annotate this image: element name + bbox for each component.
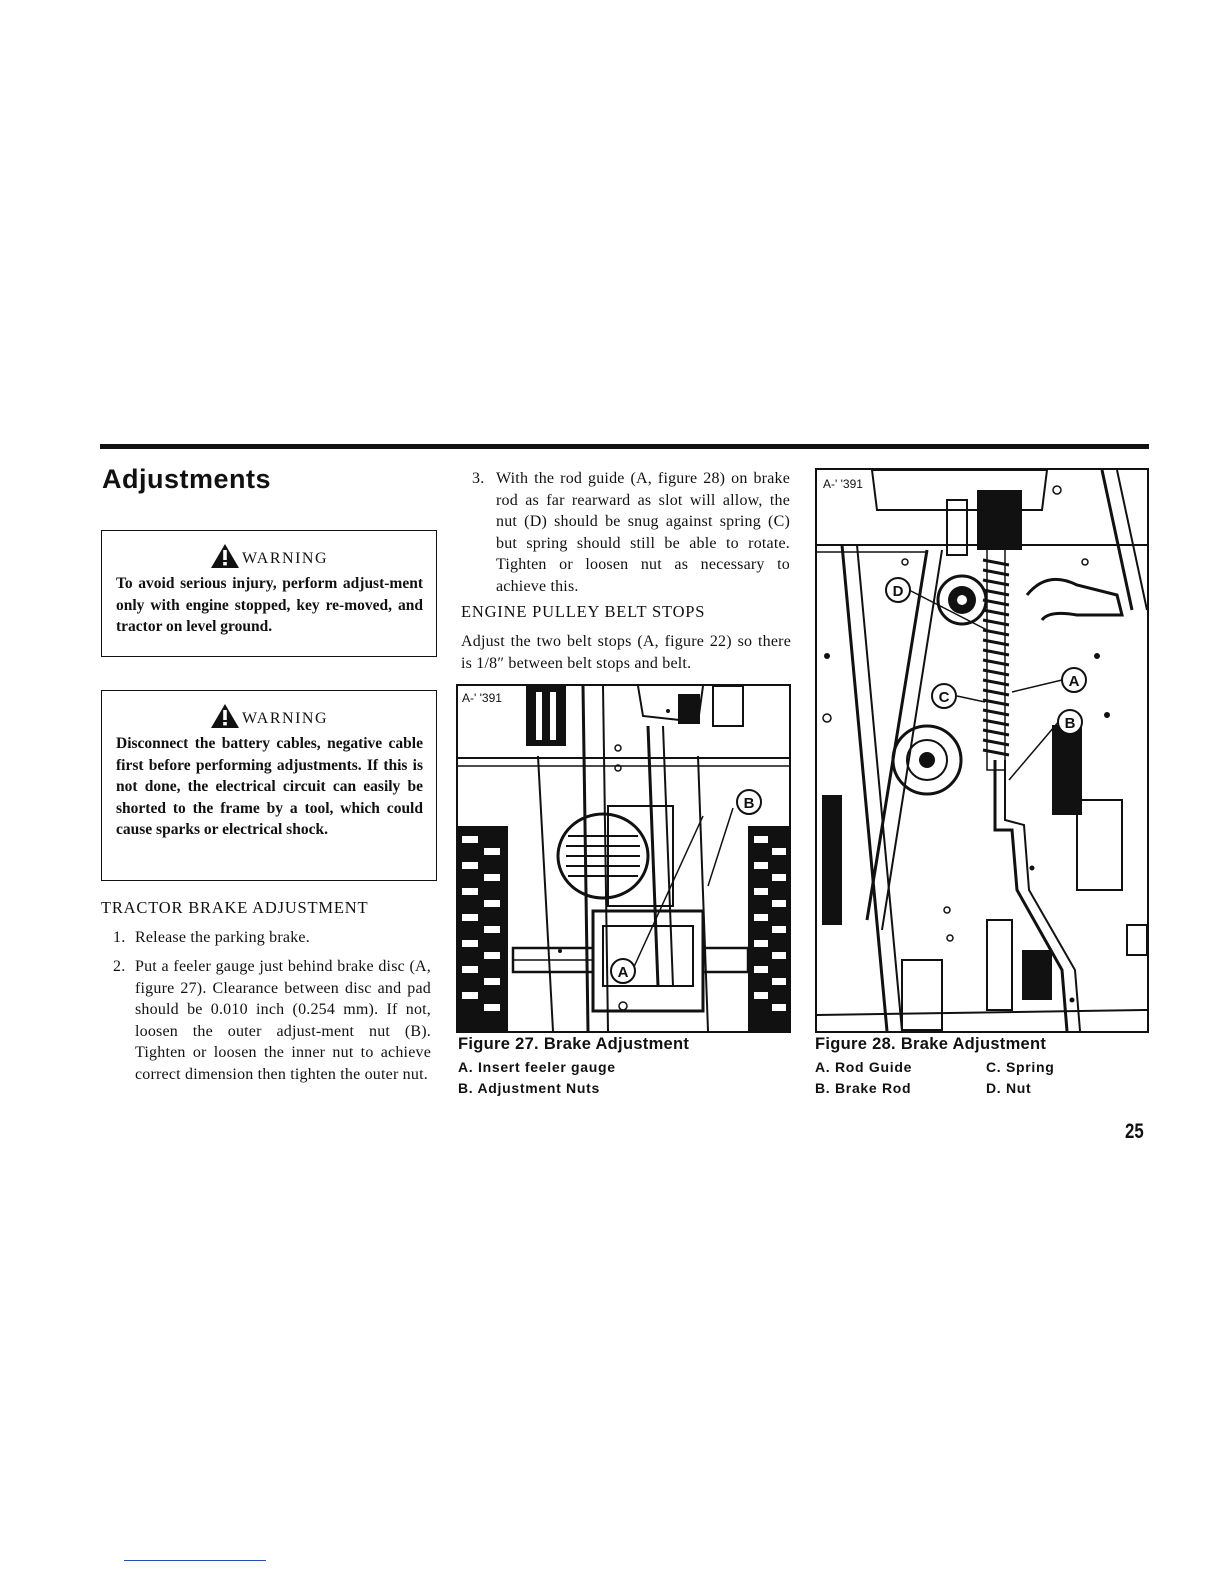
callout-a xyxy=(611,959,635,983)
callout-d xyxy=(886,578,910,602)
figure-28-legend-col2 xyxy=(986,1057,1055,1099)
page-number: 25 xyxy=(1125,1120,1144,1143)
callout-b xyxy=(1058,710,1082,734)
warning-heading xyxy=(102,543,436,573)
figure-code: A-' '391 xyxy=(823,477,863,491)
legend-item: A. Insert feeler gauge xyxy=(458,1059,616,1075)
callout-c xyxy=(932,684,956,708)
warning-triangle-icon xyxy=(210,543,240,569)
figure-27-legend xyxy=(458,1057,616,1099)
step-2 xyxy=(113,956,433,1106)
legend-item: B. Brake Rod xyxy=(815,1080,912,1096)
warning-box-2 xyxy=(101,690,437,881)
callout-a xyxy=(1062,668,1086,692)
legend-item: D. Nut xyxy=(986,1080,1032,1096)
svg-text:A: A xyxy=(1068,673,1080,690)
brake-section-heading: TRACTOR BRAKE ADJUSTMENT xyxy=(101,898,369,917)
warning-label: WARNING xyxy=(241,550,329,567)
legend-item: C. Spring xyxy=(986,1059,1055,1075)
legend-item: A. Rod Guide xyxy=(815,1059,913,1075)
step-number: 2. xyxy=(113,958,126,975)
step-number: 3. xyxy=(472,470,485,487)
warning-box-1 xyxy=(101,530,437,657)
warning-triangle-icon xyxy=(210,703,240,729)
step-1 xyxy=(113,927,433,949)
belt-section-heading: ENGINE PULLEY BELT STOPS xyxy=(461,602,706,621)
step-text: Release the parking brake. xyxy=(135,929,310,946)
figure-28-legend-col1 xyxy=(815,1057,912,1099)
footer-line xyxy=(124,1560,266,1561)
svg-text:B: B xyxy=(743,795,755,812)
belt-section-text: Adjust the two belt stops (A, figure 22) so there is 1/8″ between belt stops and belt. xyxy=(461,633,791,672)
figure-28-caption: Figure 28. Brake Adjustment xyxy=(815,1035,1047,1053)
figure-27-image xyxy=(456,684,791,1033)
legend-item: B. Adjustment Nuts xyxy=(458,1080,600,1096)
svg-text:C: C xyxy=(938,689,950,706)
warning-heading xyxy=(102,703,436,733)
figure-27-caption: Figure 27. Brake Adjustment xyxy=(458,1035,690,1053)
step-3 xyxy=(472,468,792,598)
header-rule xyxy=(100,444,1149,449)
step-number: 1. xyxy=(113,929,126,946)
step-text: With the rod guide (A, figure 28) on brake rod as far rearward as slot will allow, the nut (D) should be snug against spring (C) but spring should still be able to rotate. Tighten or loosen nut as necessary to achieve this. xyxy=(496,470,790,595)
svg-text:D: D xyxy=(892,583,904,600)
callout-b xyxy=(737,790,761,814)
figure-code: A-' '391 xyxy=(462,691,502,705)
page-title: Adjustments xyxy=(102,464,272,494)
step-text: Put a feeler gauge just behind brake disc (A, figure 27). Clearance between disc and pad should be 0.010 inch (0.254 mm). If not, loosen the outer adjust-ment nut (B). Tighten or loosen the inner nut to achieve correct dimension then tighten the outer nut. xyxy=(135,958,431,1083)
warning-label: WARNING xyxy=(241,710,329,727)
warning-text: Disconnect the battery cables, negative cable first before performing adjustments. If this is not done, the electrical circuit can easily be shorted to the frame by a tool, which could cause sparks or electrical shock. xyxy=(116,735,423,838)
warning-text: To avoid serious injury, perform adjust-ment only with engine stopped, key re-moved, and tractor on level ground. xyxy=(116,575,423,635)
svg-text:A: A xyxy=(617,964,629,981)
svg-text:B: B xyxy=(1064,715,1076,732)
figure-28-image xyxy=(815,468,1149,1033)
